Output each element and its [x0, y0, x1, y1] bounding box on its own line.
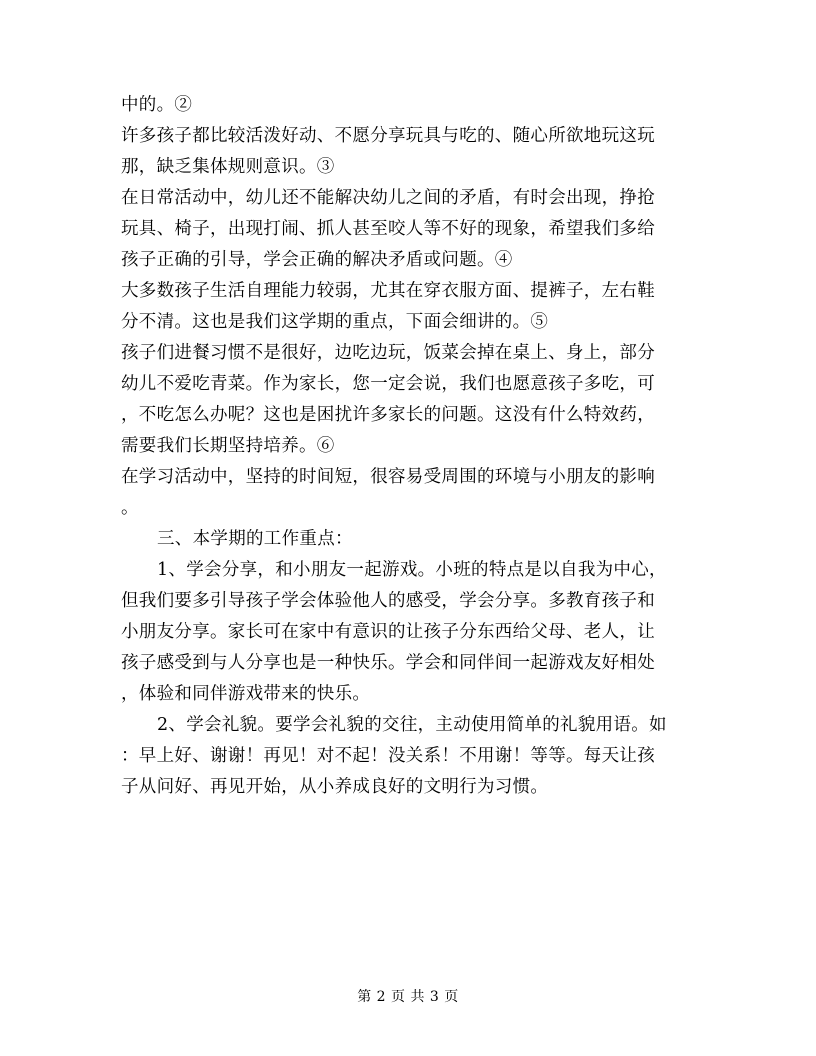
text-line: 那，缺乏集体规则意识。③	[121, 157, 335, 177]
text-line: 中的。②	[121, 95, 193, 115]
text-line: 1、学会分享，和小朋友一起游戏。小班的特点是以自我为中心，	[157, 560, 667, 580]
document-body	[121, 90, 696, 803]
text-line: 在日常活动中，幼儿还不能解决幼儿之间的矛盾，有时会出现，挣抢	[121, 188, 655, 208]
page-footer: 第 2 页 共 3 页	[357, 989, 459, 1005]
text-line: ：早上好、谢谢！再见！对不起！没关系！不用谢！等等。每天让孩	[121, 746, 655, 766]
text-line: 需要我们长期坚持培养。⑥	[121, 436, 335, 456]
text-line: 但我们要多引导孩子学会体验他人的感受，学会分享。多教育孩子和	[121, 591, 655, 611]
text-line: 分不清。这也是我们这学期的重点，下面会细讲的。⑤	[121, 312, 549, 332]
text-line: 玩具、椅子，出现打闹、抓人甚至咬人等不好的现象，希望我们多给	[121, 219, 655, 239]
text-line: 2、学会礼貌。要学会礼貌的交往，主动使用简单的礼貌用语。如	[157, 715, 667, 735]
text-line: 孩子感受到与人分享也是一种快乐。学会和同伴间一起游戏友好相处	[121, 653, 655, 673]
text-line: 孩子正确的引导，学会正确的解决矛盾或问题。④	[121, 250, 513, 270]
text-line: 大多数孩子生活自理能力较弱，尤其在穿衣服方面、提裤子，左右鞋	[121, 281, 655, 301]
section-heading: 三、本学期的工作重点：	[157, 529, 353, 549]
text-line: ，体验和同伴游戏带来的快乐。	[121, 684, 371, 704]
text-line: ，不吃怎么办呢？这也是困扰许多家长的问题。这没有什么特效药，	[121, 405, 655, 425]
text-line: 子从问好、再见开始，从小养成良好的文明行为习惯。	[121, 777, 549, 797]
text-line: 幼儿不爱吃青菜。作为家长，您一定会说，我们也愿意孩子多吃，可	[121, 374, 655, 394]
text-line: 许多孩子都比较活泼好动、不愿分享玩具与吃的、随心所欲地玩这玩	[121, 126, 655, 146]
text-line: 孩子们进餐习惯不是很好，边吃边玩，饭菜会掉在桌上、身上，部分	[121, 343, 655, 363]
text-line: 在学习活动中，坚持的时间短，很容易受周围的环境与小朋友的影响	[121, 467, 655, 487]
text-line: 小朋友分享。家长可在家中有意识的让孩子分东西给父母、老人，让	[121, 622, 655, 642]
text-line: 。	[121, 498, 139, 518]
